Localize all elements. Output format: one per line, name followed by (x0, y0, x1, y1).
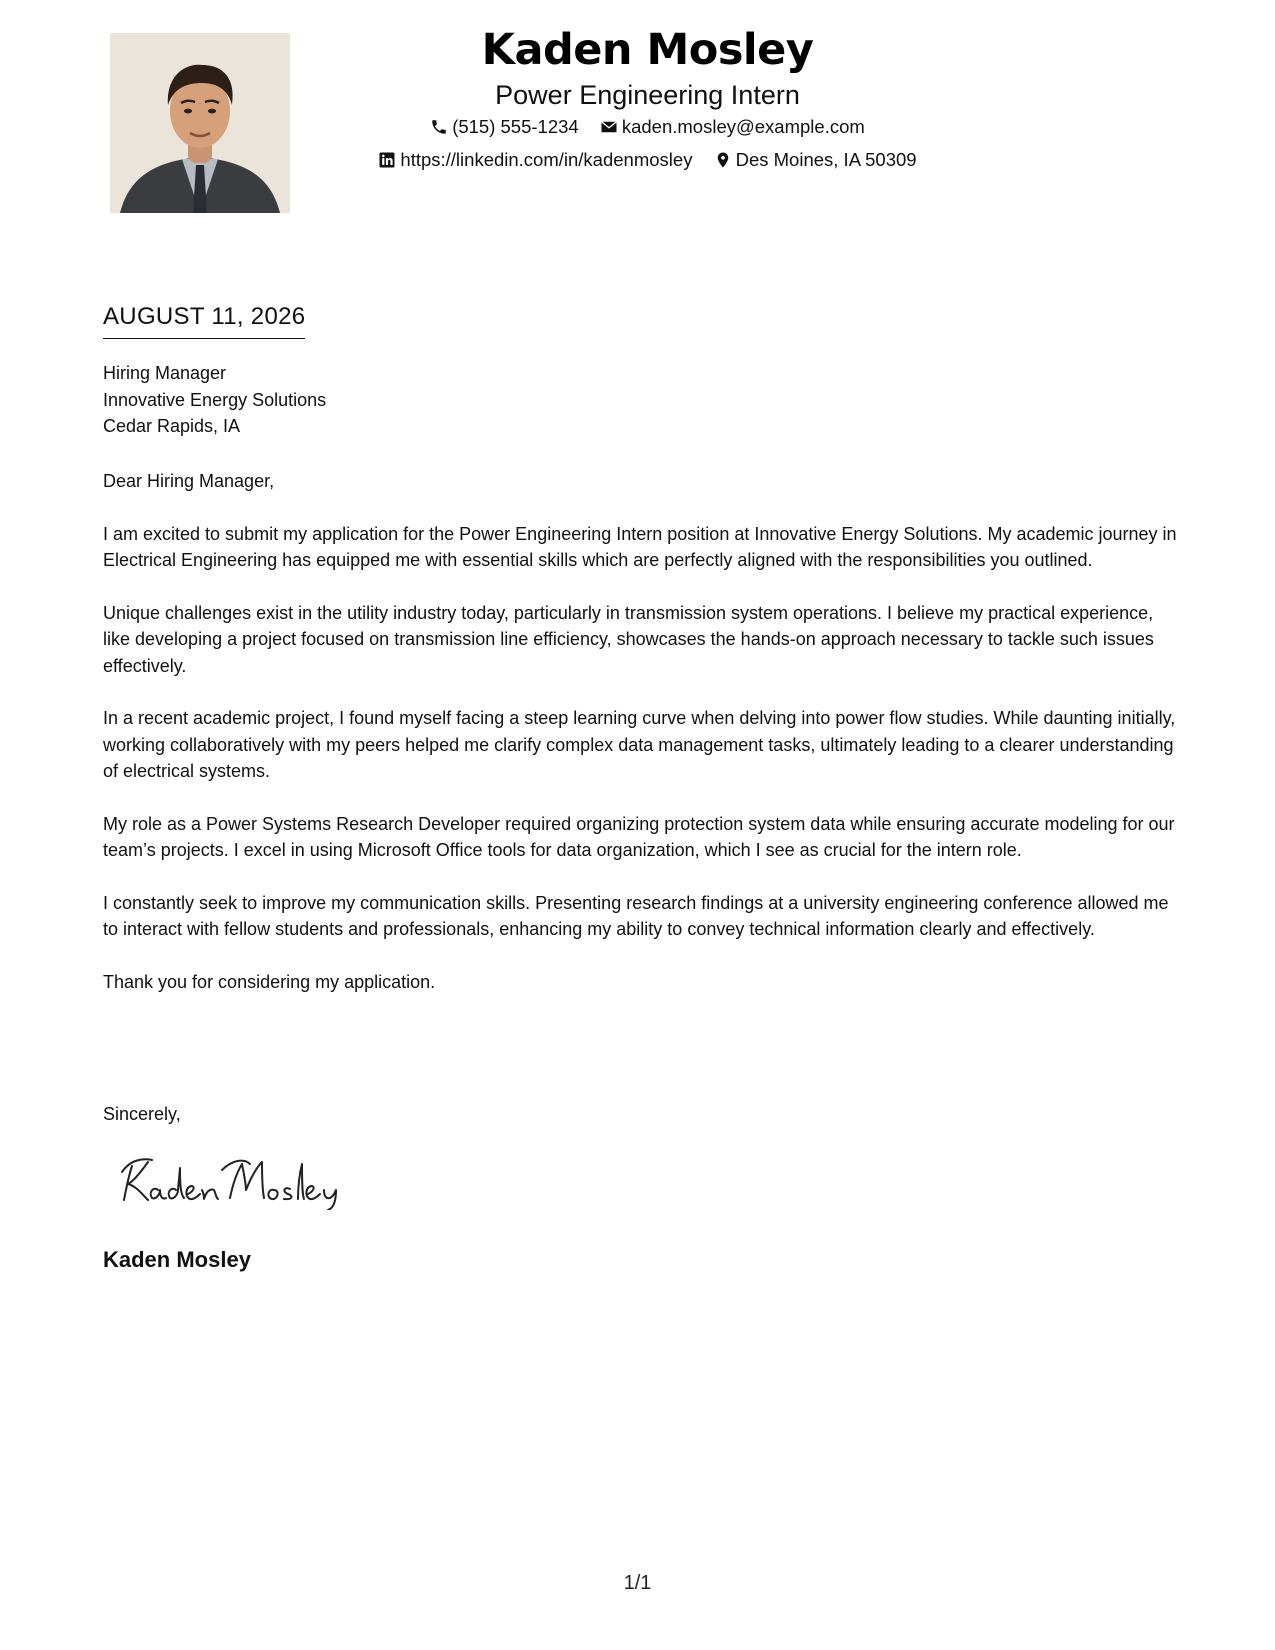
phone-icon (430, 118, 448, 136)
profile-photo (110, 33, 290, 213)
body-paragraph: Unique challenges exist in the utility industry today, particularly in transmission system operations. I believe my practical experience, like developing a project focused on transmission line efficiency, showcases the hands-on approach necessary to tackle such issues effectively. (103, 602, 1154, 676)
contact-location (714, 145, 917, 175)
location-text: Des Moines, IA 50309 (735, 149, 917, 170)
contact-email (600, 112, 865, 142)
envelope-icon (600, 118, 618, 136)
contact-row-1 (300, 112, 995, 145)
contact-linkedin (378, 145, 692, 175)
recipient-block (103, 360, 326, 440)
linkedin-link[interactable]: https://linkedin.com/in/kadenmosley (400, 149, 693, 170)
applicant-name: Kaden Mosley (481, 25, 814, 75)
signer-name: Kaden Mosley (103, 1247, 251, 1272)
handwritten-signature (118, 1150, 348, 1215)
body-paragraph: My role as a Power Systems Research Developer required organizing protection system data while ensuring accurate modeling for our team’s projects. I excel in using Microsoft Office tools for data organization, which I see as crucial for the intern role. (103, 813, 1175, 860)
linkedin-icon (378, 151, 396, 169)
recipient-line: Hiring Manager (103, 363, 227, 383)
contact-phone (430, 112, 579, 142)
letter-header (300, 22, 995, 178)
email-link[interactable]: kaden.mosley@example.com (621, 116, 865, 137)
contact-row-2 (300, 145, 995, 178)
body-paragraph: Thank you for considering my application. (103, 971, 436, 992)
phone-text[interactable]: (515) 555-1234 (452, 116, 579, 137)
letter-body (103, 468, 1178, 1021)
recipient-line: Innovative Energy Solutions (103, 389, 327, 410)
body-paragraph: I constantly seek to improve my communication skills. Presenting research findings at a university engineering conference allowed me to interact with fellow students and professionals, enhancing my ability to convey technical information clearly and effectively. (103, 892, 1169, 939)
map-marker-icon (714, 151, 732, 169)
applicant-title: Power Engineering Intern (495, 80, 800, 110)
body-paragraph: I am excited to submit my application for the Power Engineering Intern position at Innovative Energy Solutions. My academic journey in Electrical Engineering has equipped me with essential skills which are perfectly aligned with the responsibilities you outlined. (103, 523, 1177, 570)
page-number: 1/1 (623, 1572, 652, 1594)
recipient-line: Cedar Rapids, IA (103, 416, 241, 436)
body-paragraph: In a recent academic project, I found myself facing a steep learning curve when delving into power flow studies. While daunting initially, working collaboratively with my peers helped me clarify complex data management tasks, ultimately leading to a clearer understanding of electrical systems. (103, 708, 1176, 781)
letter-date: AUGUST 11, 2026 (103, 300, 305, 339)
salutation: Dear Hiring Manager, (103, 471, 275, 491)
closing: Sincerely, (103, 1104, 181, 1124)
